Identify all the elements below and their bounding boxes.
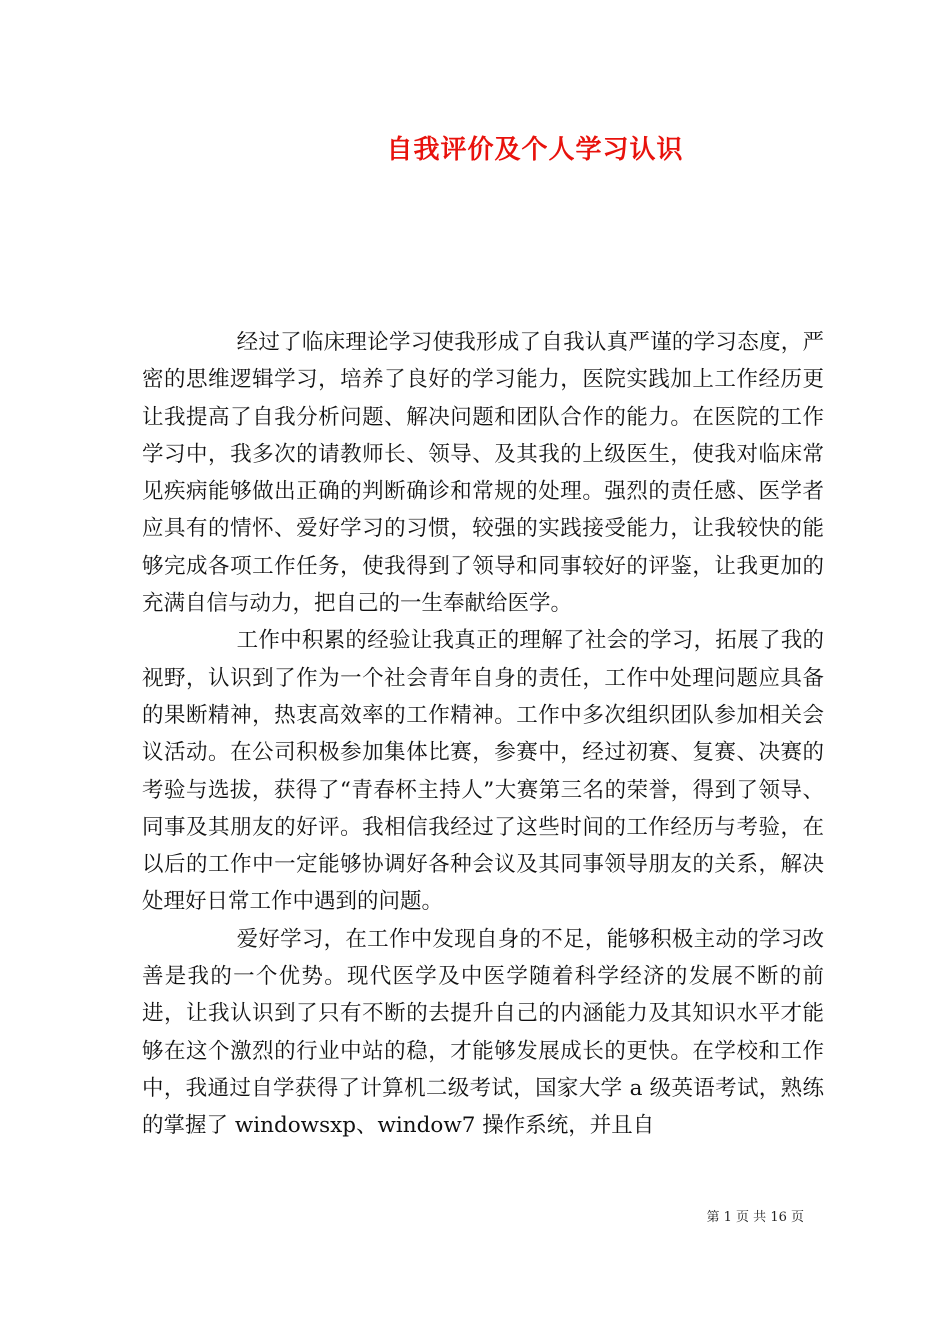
paragraph-2: 工作中积累的经验让我真正的理解了社会的学习，拓展了我的视野，认识到了作为一个社会青年自身的责任，工作中处理问题应具备的果断精神，热衷高效率的工作精神。工作中多次组织团队参加相关会议活动。在公司积极参加集体比赛，参赛中，经过初赛、复赛、决赛的考验与选拔，获得了“青春杯主持人”大赛第三名的荣誉，得到了领导、同事及其朋友的好评。我相信我经过了这些时间的工作经历与考验，在以后的工作中一定能够协调好各种会议及其同事领导朋友的关系，解决处理好日常工作中遇到的问题。 (142, 628, 824, 915)
paragraph-3: 爱好学习，在工作中发现自身的不足，能够积极主动的学习改善是我的一个优势。现代医学及中医学随着科学经济的发展不断的前进，让我认识到了只有不断的去提升自己的内涵能力及其知识水平才能够在这个激烈的行业中站的稳，才能够发展成长的更快。在学校和工作中，我通过自学获得了计算机二级考试，国家大学 a 级英语考试，熟练的掌握了 windowsxp、window7 操作系统，并且自 (142, 926, 824, 1139)
paragraph-1: 经过了临床理论学习使我形成了自我认真严谨的学习态度，严密的思维逻辑学习，培养了良好的学习能力，医院实践加上工作经历更让我提高了自我分析问题、解决问题和团队合作的能力。在医院的工作学习中，我多次的请教师长、领导、及其我的上级医生，使我对临床常见疾病能够做出正确的判断确诊和常规的处理。强烈的责任感、医学者应具有的情怀、爱好学习的习惯，较强的实践接受能力，让我较快的能够完成各项工作任务，使我得到了领导和同事较好的评鉴，让我更加的充满自信与动力，把自己的一生奉献给医学。 (142, 330, 824, 617)
page-footer: 第 1 页 共 16 页 (706, 1210, 804, 1225)
document-body (142, 324, 824, 1145)
document-title: 自我评价及个人学习认识 (386, 135, 684, 165)
